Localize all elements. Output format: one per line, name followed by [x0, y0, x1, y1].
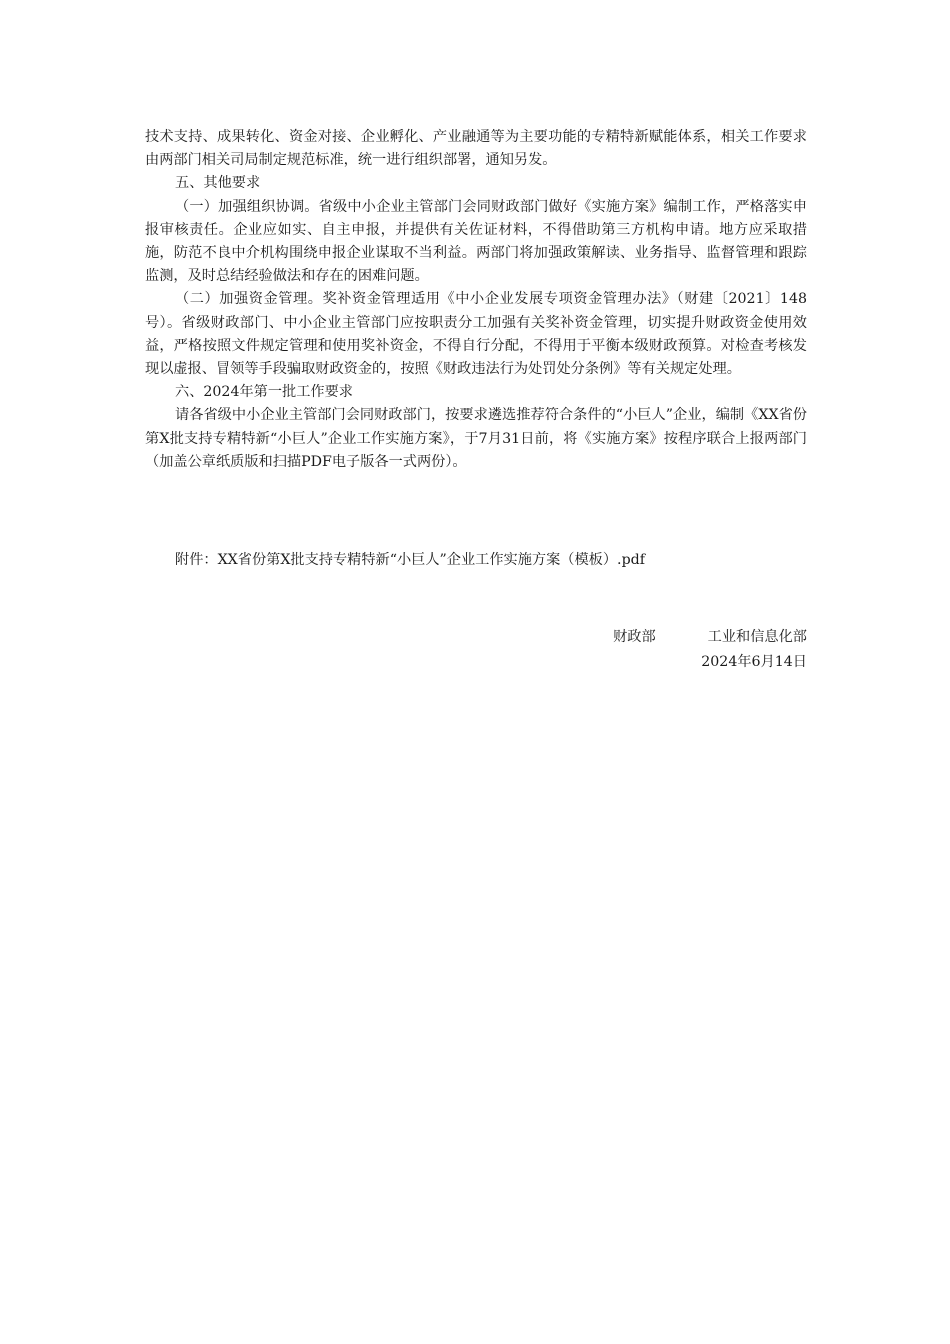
paragraph-continuation: 技术支持、成果转化、资金对接、企业孵化、产业融通等为主要功能的专精特新赋能体系，相关工作要求由两部门相关司局制定规范标准，统一进行组织部署，通知另发。	[145, 129, 807, 169]
document-body	[145, 126, 807, 474]
section-heading-other-requirements: 五、其他要求	[175, 175, 261, 192]
paragraph-2024-requirements: 请各省级中小企业主管部门会同财政部门，按要求遴选推荐符合条件的“小巨人”企业，编制《XX省份第X批支持专精特新“小巨人”企业工作实施方案》，于7月31日前，将《实施方案》按程序联合上报两部门（加盖公章纸质版和扫描PDF电子版各一式两份）。	[145, 407, 807, 470]
section-heading-2024-first-batch: 六、2024年第一批工作要求	[175, 384, 353, 401]
org-miit: 工业和信息化部	[707, 629, 807, 645]
paragraph-organization-coordination: （一）加强组织协调。省级中小企业主管部门会同财政部门做好《实施方案》编制工作，严格落实申报审核责任。企业应如实、自主申报，并提供有关佐证材料，不得借助第三方机构申请。地方应采取措施，防范不良中介机构围绕申报企业谋取不当利益。两部门将加强政策解读、业务指导、监督管理和跟踪监测，及时总结经验做法和存在的困难问题。	[145, 198, 807, 285]
issuing-organizations	[613, 625, 807, 650]
attachment-link[interactable]: 附件：XX省份第X批支持专精特新“小巨人”企业工作实施方案（模板）.pdf	[175, 552, 645, 568]
paragraph-fund-management: （二）加强资金管理。奖补资金管理适用《中小企业发展专项资金管理办法》（财建〔2021〕148号）。省级财政部门、中小企业主管部门应按职责分工加强有关奖补资金管理，切实提升财政资金使用效益，严格按照文件规定管理和使用奖补资金，不得自行分配，不得用于平衡本级财政预算。对检查考核发现以虚报、冒领等手段骗取财政资金的，按照《财政违法行为处罚处分条例》等有关规定处理。	[145, 291, 807, 378]
org-ministry-of-finance: 财政部	[613, 629, 656, 645]
issue-date: 2024年6月14日	[701, 654, 807, 670]
signature-block	[613, 625, 807, 675]
